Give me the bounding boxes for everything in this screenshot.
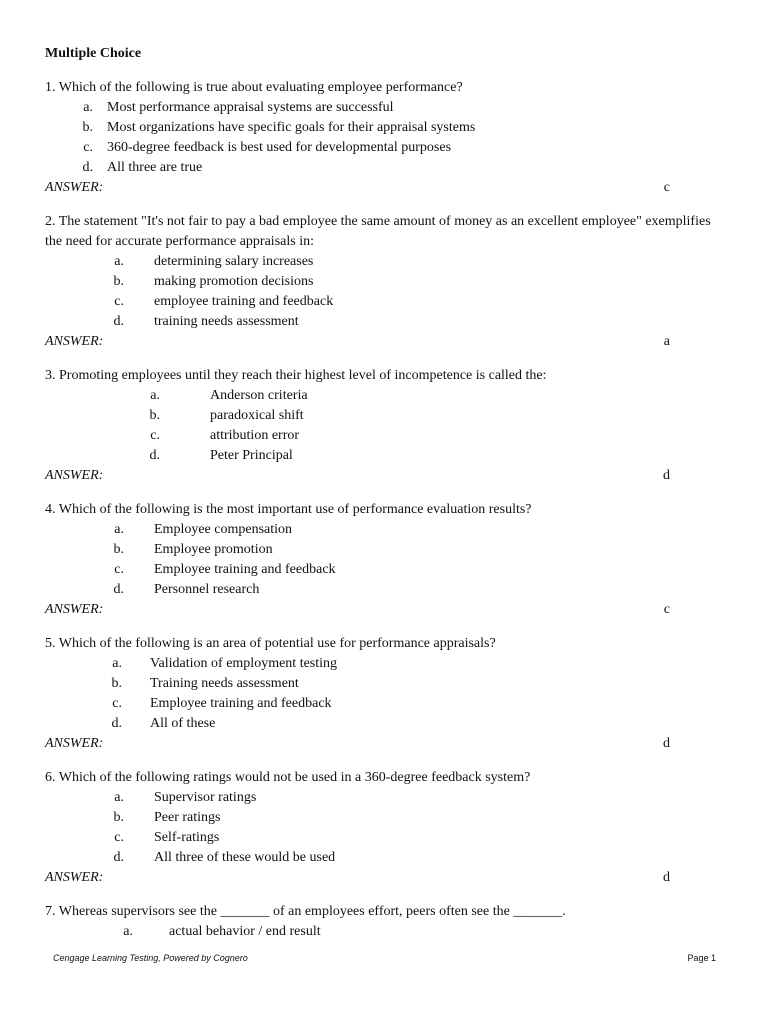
option-letter: b. — [111, 676, 122, 691]
option-text: Training needs assessment — [150, 676, 299, 691]
answer-value: d — [663, 736, 670, 751]
option-letter: b. — [113, 542, 124, 557]
answer-row — [45, 178, 725, 198]
option-d — [45, 446, 725, 466]
option-letter: b. — [113, 274, 124, 289]
option-c — [45, 828, 725, 848]
option-a — [45, 788, 725, 808]
option-c — [45, 560, 725, 580]
option-b — [45, 272, 725, 292]
document-page — [45, 44, 725, 956]
question-stem: 5. Which of the following is an area of potential use for performance appraisals? — [45, 636, 496, 651]
option-letter: a. — [114, 254, 124, 269]
question-3 — [45, 366, 725, 486]
option-letter: a. — [114, 522, 124, 537]
option-text: paradoxical shift — [210, 408, 304, 423]
option-letter: a. — [83, 100, 93, 115]
option-text: 360-degree feedback is best used for developmental purposes — [107, 140, 452, 155]
question-1 — [45, 78, 725, 198]
option-text: actual behavior / end result — [169, 924, 321, 939]
option-letter: c. — [114, 830, 124, 845]
question-stem: 4. Which of the following is the most important use of performance evaluation results? — [45, 502, 532, 517]
option-text: determining salary increases — [154, 254, 314, 269]
option-b — [45, 406, 725, 426]
option-d — [45, 580, 725, 600]
option-text: Peter Principal — [210, 448, 293, 463]
option-text: training needs assessment — [154, 314, 299, 329]
option-text: Anderson criteria — [210, 388, 308, 403]
option-letter: b. — [113, 810, 124, 825]
answer-value: c — [663, 602, 670, 617]
answer-label: ANSWER: — [45, 468, 104, 483]
answer-label: ANSWER: — [45, 180, 104, 195]
answer-row — [45, 868, 725, 888]
option-text: All three of these would be used — [154, 850, 336, 865]
option-text: Personnel research — [154, 582, 260, 597]
option-text: Self-ratings — [154, 830, 220, 845]
option-text: employee training and feedback — [154, 294, 334, 309]
question-4 — [45, 500, 725, 620]
answer-row — [45, 600, 725, 620]
question-stem: 7. Whereas supervisors see the _______ of an employees effort, peers often see the _______. — [45, 904, 566, 919]
option-letter: c. — [150, 428, 160, 443]
page-number: Page 1 — [687, 953, 716, 963]
question-stem: 2. The statement "It's not fair to pay a bad employee the same amount of money as an excellent employee" exemplifies the need for accurate performance appraisals in: — [45, 214, 711, 249]
option-letter: c. — [114, 294, 124, 309]
option-b — [45, 118, 725, 138]
option-text: Peer ratings — [154, 810, 221, 825]
answer-value: a — [663, 334, 670, 349]
answer-row — [45, 466, 725, 486]
answer-label: ANSWER: — [45, 334, 104, 349]
option-c — [45, 292, 725, 312]
option-letter: c. — [114, 562, 124, 577]
option-text: attribution error — [210, 428, 300, 443]
option-text: making promotion decisions — [154, 274, 314, 289]
option-letter: d. — [111, 716, 122, 731]
option-text: Employee training and feedback — [154, 562, 336, 577]
question-stem: 6. Which of the following ratings would not be used in a 360-degree feedback system? — [45, 770, 531, 785]
question-2 — [45, 212, 725, 352]
option-letter: d. — [149, 448, 160, 463]
option-letter: c. — [83, 140, 93, 155]
option-letter: d. — [113, 850, 124, 865]
option-a — [45, 252, 725, 272]
option-c — [45, 694, 725, 714]
option-letter: a. — [150, 388, 160, 403]
option-letter: d. — [82, 160, 93, 175]
option-text: Validation of employment testing — [150, 656, 338, 671]
option-text: Most organizations have specific goals for their appraisal systems — [107, 120, 476, 135]
option-d — [45, 848, 725, 868]
option-d — [45, 714, 725, 734]
option-letter: d. — [113, 582, 124, 597]
answer-label: ANSWER: — [45, 870, 104, 885]
answer-row — [45, 734, 725, 754]
option-a — [45, 520, 725, 540]
option-text: Employee compensation — [154, 522, 293, 537]
option-b — [45, 674, 725, 694]
option-text: Supervisor ratings — [154, 790, 257, 805]
question-5 — [45, 634, 725, 754]
option-letter: b. — [82, 120, 93, 135]
option-text: All of these — [150, 716, 216, 731]
option-d — [45, 312, 725, 332]
question-7 — [45, 902, 725, 942]
option-text: Employee training and feedback — [150, 696, 332, 711]
answer-label: ANSWER: — [45, 602, 104, 617]
question-stem: 1. Which of the following is true about evaluating employee performance? — [45, 80, 463, 95]
answer-label: ANSWER: — [45, 736, 104, 751]
section-heading: Multiple Choice — [45, 46, 142, 61]
option-b — [45, 540, 725, 560]
option-a — [45, 922, 725, 942]
question-stem: 3. Promoting employees until they reach their highest level of incompetence is called the: — [45, 368, 547, 383]
answer-row — [45, 332, 725, 352]
page-footer — [53, 953, 716, 963]
option-letter: a. — [112, 656, 122, 671]
question-6 — [45, 768, 725, 888]
option-d — [45, 158, 725, 178]
option-text: Most performance appraisal systems are successful — [107, 100, 394, 115]
footer-publisher: Cengage Learning Testing, Powered by Cognero — [53, 953, 248, 963]
option-letter: a. — [123, 924, 133, 939]
option-letter: d. — [113, 314, 124, 329]
option-letter: a. — [114, 790, 124, 805]
answer-value: d — [663, 468, 670, 483]
answer-value: d — [663, 870, 670, 885]
option-a — [45, 654, 725, 674]
option-c — [45, 138, 725, 158]
option-b — [45, 808, 725, 828]
option-a — [45, 98, 725, 118]
option-a — [45, 386, 725, 406]
option-letter: b. — [149, 408, 160, 423]
option-letter: c. — [112, 696, 122, 711]
answer-value: c — [663, 180, 670, 195]
option-text: All three are true — [107, 160, 203, 175]
option-c — [45, 426, 725, 446]
option-text: Employee promotion — [154, 542, 273, 557]
